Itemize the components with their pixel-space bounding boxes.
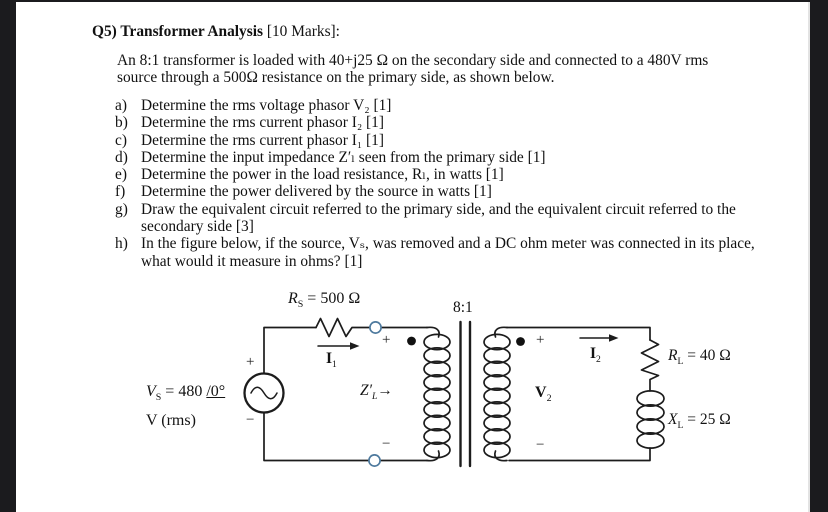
- task-marker: a): [115, 97, 127, 114]
- polarity-dot-secondary: [516, 337, 525, 346]
- task-text: Determine the input impedance Z′ₗ seen from the primary side [1]: [141, 148, 546, 166]
- secondary-plus-sign: +: [536, 332, 545, 348]
- inductor-xl: [637, 391, 664, 448]
- vs-phase-angle: /0°: [206, 383, 226, 400]
- resistor-rl: [642, 340, 659, 391]
- rs-value-label: [288, 290, 361, 311]
- task-marker: f): [115, 183, 126, 201]
- question-title-marks: [10 Marks]:: [263, 23, 340, 40]
- rl-symbol: R: [668, 347, 678, 364]
- wire-secondary-bottom: [509, 448, 650, 461]
- xl-value: = 25 Ω: [683, 411, 731, 428]
- i1-arrowhead: [350, 342, 360, 350]
- xl-symbol: X: [668, 411, 678, 428]
- task-marker: b): [115, 114, 128, 132]
- terminal-circle-bottom: [369, 455, 380, 466]
- task-text: Draw the equivalent circuit referred to the primary side, and the equivalent circuit referred to the secondary side [3]: [141, 200, 736, 236]
- turns-ratio-label: 8:1: [453, 299, 473, 316]
- task-marker: e): [115, 166, 127, 184]
- task-text: Determine the rms current phasor I₁ [1]: [141, 131, 384, 149]
- task-text: In the figure below, if the source, Vₛ, was removed and a DC ohm meter was connected in its place, what would it measure in ohms? [1]: [141, 235, 755, 270]
- problem-statement-line2: source through a 500Ω resistance on the primary side, as shown below.: [117, 69, 555, 87]
- terminal-circle-top: [370, 322, 381, 333]
- zl-arrow-icon: →: [377, 382, 393, 399]
- primary-coil: [424, 327, 450, 460]
- source-plus-sign: +: [246, 354, 255, 370]
- i2-symbol: I: [590, 345, 597, 362]
- resistor-rs: [316, 319, 369, 337]
- rs-value: = 500 Ω: [303, 290, 361, 307]
- primary-minus-sign: −: [382, 436, 391, 452]
- primary-plus-sign: +: [382, 332, 391, 348]
- task-text: Determine the rms current phasor I₂ [1]: [141, 114, 384, 132]
- rs-subscript: S: [297, 299, 304, 311]
- vs-value-label: [146, 383, 226, 404]
- vs-symbol: V: [146, 383, 156, 400]
- zl-symbol: Z′: [360, 382, 373, 399]
- task-marker: c): [115, 131, 127, 149]
- wire-source-top: [264, 328, 316, 375]
- input-impedance-label: [360, 382, 393, 403]
- task-marker: h): [115, 235, 128, 253]
- rl-value: = 40 Ω: [683, 347, 731, 364]
- i2-arrowhead: [609, 334, 619, 342]
- task-text: Determine the power in the load resistance, Rₗ, in watts [1]: [141, 166, 504, 184]
- task-text: Determine the rms voltage phasor V₂ [1]: [141, 97, 392, 114]
- v2-symbol: V: [535, 384, 547, 401]
- polarity-dot-primary: [407, 337, 416, 346]
- task-marker: g): [115, 200, 128, 218]
- zl-subscript: L: [372, 391, 378, 403]
- v2-label: [535, 384, 552, 405]
- wire-secondary-top: [507, 328, 650, 341]
- source-minus-sign: −: [246, 412, 255, 428]
- problem-statement-line1: An 8:1 transformer is loaded with 40+j25 Ω on the secondary side and connected to a 480V rms: [117, 52, 709, 69]
- rl-value-label: [668, 347, 731, 368]
- secondary-minus-sign: −: [536, 437, 545, 453]
- wire-source-bottom: [264, 412, 368, 461]
- vs-unit-label: V (rms): [146, 412, 196, 429]
- rs-symbol: R: [288, 290, 298, 307]
- task-marker: d): [115, 148, 128, 166]
- vs-value: = 480: [161, 383, 207, 400]
- xl-value-label: [668, 411, 731, 432]
- question-title-bold: Q5) Transformer Analysis: [92, 23, 264, 40]
- task-text: Determine the power delivered by the source in watts [1]: [141, 183, 492, 201]
- i2-label: [590, 345, 601, 366]
- i1-label: [326, 350, 337, 371]
- i1-subscript: 1: [332, 359, 337, 371]
- v2-subscript: 2: [546, 393, 552, 405]
- secondary-coil: [484, 327, 510, 460]
- vs-subscript: S: [155, 392, 162, 404]
- rl-subscript: L: [677, 356, 684, 368]
- i2-subscript: 2: [596, 354, 601, 366]
- i1-symbol: I: [326, 350, 333, 367]
- xl-subscript: L: [677, 420, 684, 432]
